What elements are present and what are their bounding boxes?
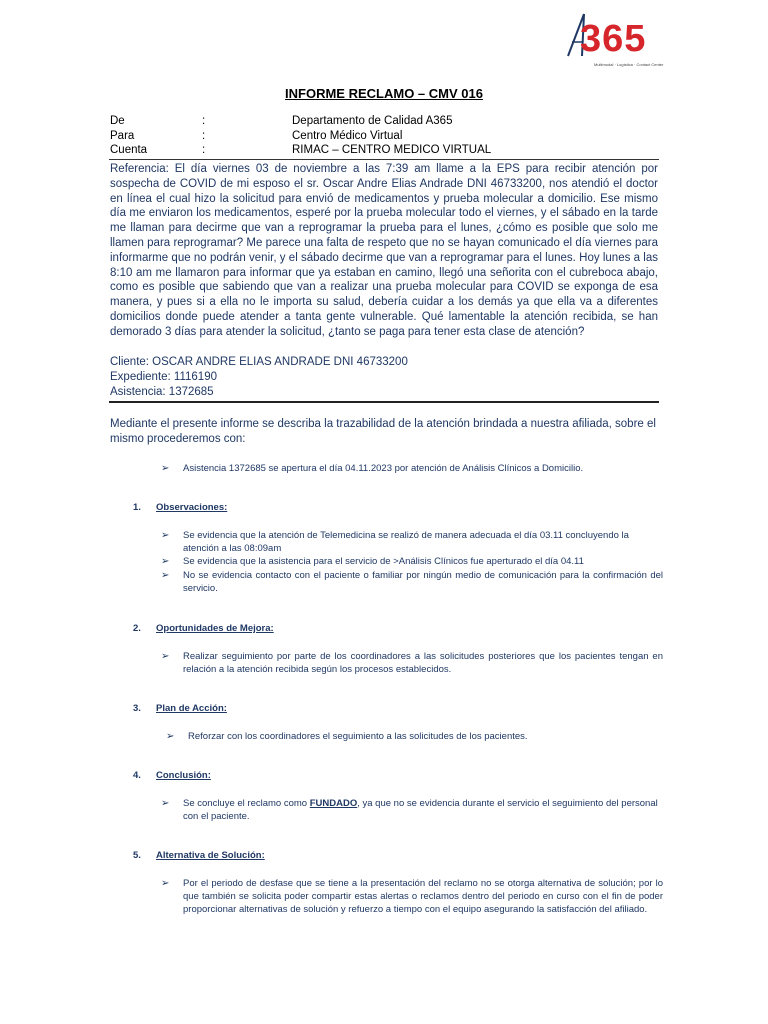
bullet-text: Por el periodo de desfase que se tiene a la presentación del reclamo no se otorga alternativa de solución; por lo que también se solicita poder compartir estas alertas o reclamos dentro del periodo en curso con el fin de poder proporcionar alternativas de solución y refuerzo a tiempo con el equipo asegurando la satisfacción del afiliado.	[183, 878, 663, 915]
bullet-text: No se evidencia contacto con el paciente o familiar por ningún medio de comunicación para la confirmación del servicio.	[183, 570, 663, 594]
referencia-paragraph: Referencia: El día viernes 03 de noviembre a las 7:39 am llame a la EPS para recibir atención por sospecha de COVID de mi esposo el sr. Oscar Andre Elias Andrade DNI 46733200, nos atendió el doctor en línea el cual hizo la solicitud para envió de medicamentos y prueba molecular a domicilio. Ese mismo día me enviaron los medicamentos, esperé por la prueba molecular todo el viernes, y el sábado en la tarde me llaman para decirme que van a reprogramar la prueba para el lunes, ¿cómo es posible que solo me llamen para reprogramar? Me parece una falta de respeto que no se hayan comunicado el día viernes para informarme que no podrán venir, y el sábado decirme que van a reprogramar para el lunes. Hoy lunes a las 8:10 am me llamaron para informar que ya estaban en camino, llegó una señorita con el cubreboca abajo, como es posible que sabiendo que van a realizar una prueba molecular para COVID se exponga de esa manera, y pues si a ella no le importa su salud, debería cuidar a los demás ya que ella va a diferentes domicilios donde puede atender a tanta gente vulnerable. Qué lamentable la atención recibida, se han demorado 3 días para atender la solicitud, ¿tanto se paga para tener esta clase de atención?	[110, 163, 658, 338]
header-label: Para	[110, 130, 135, 142]
arrow-bullet-icon: ➢	[161, 798, 170, 809]
logo-number: 365	[580, 18, 647, 60]
bullet-text: Realizar seguimiento por parte de los coordinadores a las solicitudes posteriores que los pacientes tengan en relación a la atención recibida según los procesos establecidos.	[183, 651, 663, 675]
section-number: 5.	[133, 850, 141, 861]
list-item	[161, 555, 663, 568]
document-title: INFORME RECLAMO – CMV 016	[285, 86, 483, 101]
header-value: Centro Médico Virtual	[292, 130, 403, 142]
section-title: Alternativa de Solución:	[156, 850, 265, 861]
arrow-bullet-icon: ➢	[161, 651, 170, 662]
section-title: Conclusión:	[156, 770, 211, 781]
section-title: Observaciones:	[156, 502, 228, 513]
arrow-bullet-icon: ➢	[166, 731, 175, 742]
header-value: RIMAC – CENTRO MEDICO VIRTUAL	[292, 144, 492, 156]
header-sep: :	[202, 130, 206, 142]
bullet-text-pre: Se concluye el reclamo como	[183, 798, 310, 809]
section-number: 2.	[133, 623, 141, 634]
header-label: De	[110, 115, 125, 127]
list-item	[161, 797, 663, 823]
logo-tagline: Multimodal · Logística · Contact Center	[594, 62, 664, 67]
header-sep: :	[202, 115, 206, 127]
section-title: Oportunidades de Mejora:	[156, 623, 274, 634]
section-number: 3.	[133, 703, 141, 714]
intro-paragraph: Mediante el presente informe se describa la trazabilidad de la atención brindada a nuestra afiliada, sobre el mismo procederemos con:	[110, 418, 656, 445]
list-item	[161, 877, 663, 916]
list-item	[161, 569, 663, 595]
cliente-line: Cliente: OSCAR ANDRE ELIAS ANDRADE DNI 46733200	[110, 356, 408, 368]
intro-bullet	[161, 462, 663, 475]
bullet-text: Se evidencia que la asistencia para el servicio de >Análisis Clínicos fue aperturado el día 04.11	[183, 556, 584, 567]
arrow-bullet-icon: ➢	[161, 463, 170, 474]
section-title: Plan de Acción:	[156, 703, 227, 714]
list-item	[161, 529, 663, 555]
bullet-text: Reforzar con los coordinadores el seguimiento a las solicitudes de los pacientes.	[188, 731, 528, 742]
asistencia-line: Asistencia: 1372685	[110, 386, 214, 398]
arrow-bullet-icon: ➢	[161, 570, 170, 581]
list-item	[166, 730, 668, 743]
bullet-text: Se evidencia que la atención de Telemedicina se realizó de manera adecuada el día 03.11 concluyendo la atención a las 08:09am	[183, 530, 629, 554]
expediente-line: Expediente: 1116190	[110, 371, 217, 383]
divider-bottom	[109, 401, 659, 403]
arrow-bullet-icon: ➢	[161, 530, 170, 541]
fundado-highlight: FUNDADO	[309, 798, 358, 809]
company-logo	[562, 10, 674, 70]
divider-top	[109, 159, 659, 160]
section-number: 1.	[133, 502, 141, 513]
header-sep: :	[202, 144, 206, 156]
arrow-bullet-icon: ➢	[161, 556, 170, 567]
bullet-text: Asistencia 1372685 se apertura el día 04.11.2023 por atención de Análisis Clínicos a Domicilio.	[183, 463, 584, 474]
section-number: 4.	[133, 770, 141, 781]
list-item	[161, 650, 663, 676]
arrow-bullet-icon: ➢	[161, 878, 170, 889]
bullet-text-post: , ya que no se evidencia durante el servicio el seguimiento del personal con el paciente.	[183, 798, 658, 822]
header-value: Departamento de Calidad A365	[292, 115, 453, 127]
header-label: Cuenta	[110, 144, 148, 156]
